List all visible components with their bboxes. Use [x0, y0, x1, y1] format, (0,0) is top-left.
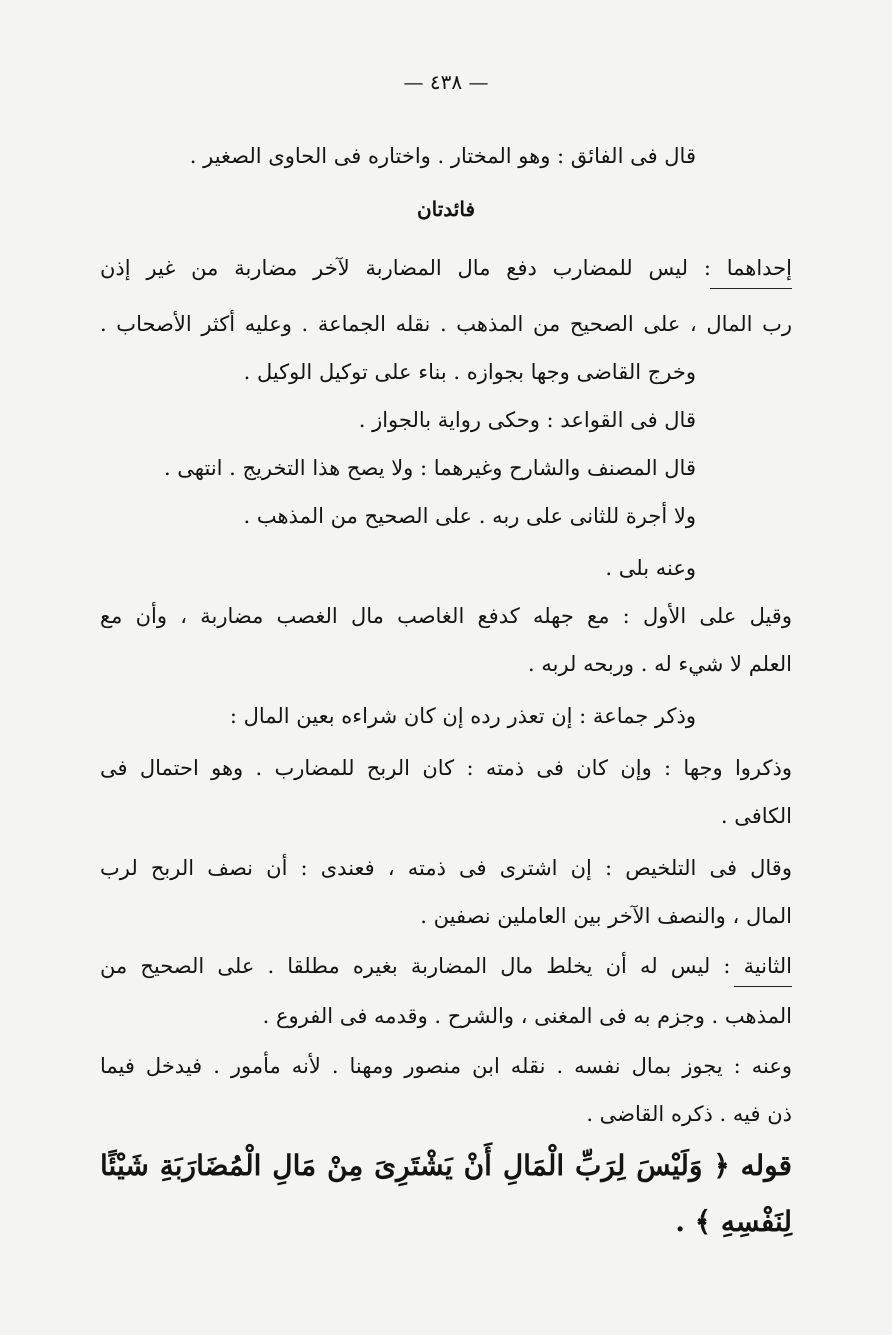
text-line-7: ولا أجرة للثانى على ربه . على الصحيح من المذهب . — [243, 504, 696, 528]
underline-thaniya — [734, 986, 792, 987]
text-line-15: المال ، والنصف الآخر بين العاملين نصفين . — [420, 904, 792, 928]
text-line-19: ذن فيه . ذكره القاضى . — [586, 1102, 792, 1126]
text-line-13: الكافى . — [720, 804, 792, 828]
text-line-4: وخرج القاضى وجها بجوازه . بناء على توكيل الوكيل . — [243, 360, 696, 384]
page-number: — ٤٣٨ — — [403, 70, 489, 94]
text-line-18: وعنه : يجوز بمال نفسه . نقله ابن منصور ومهنا . لأنه مأمور . فيدخل فيما — [100, 1054, 792, 1078]
section-heading: فائدتان — [416, 197, 476, 221]
text-line-12: وذكروا وجها : وإن كان فى ذمته : كان الربح للمضارب . وهو احتمال فى — [100, 756, 792, 780]
quoted-verse-line-1: قوله ﴿ وَلَيْسَ لِرَبِّ الْمَالِ أَنْ يَشْتَرِىَ مِنْ مَالِ الْمُضَارَبَةِ شَيْئًا — [100, 1149, 792, 1182]
text-line-11: وذكر جماعة : إن تعذر رده إن كان شراءه بعين المال : — [229, 704, 696, 728]
text-line-6: قال المصنف والشارح وغيرهما : ولا يصح هذا التخريج . انتهى . — [163, 456, 696, 480]
text-line-17: المذهب . وجزم به فى المغنى ، والشرح . وقدمه فى الفروع . — [262, 1004, 792, 1028]
text-line-5: قال فى القواعد : وحكى رواية بالجواز . — [358, 408, 696, 432]
text-line-14: وقال فى التلخيص : إن اشترى فى ذمته ، فعندى : أن نصف الربح لرب — [100, 856, 792, 880]
text-line-1: قال فى الفائق : وهو المختار . واختاره فى الحاوى الصغير . — [189, 144, 696, 168]
underline-ihdahuma — [710, 288, 792, 289]
text-line-16: الثانية : ليس له أن يخلط مال المضاربة بغيره مطلقا . على الصحيح من — [100, 954, 792, 978]
text-line-3: رب المال ، على الصحيح من المذهب . نقله الجماعة . وعليه أكثر الأصحاب . — [100, 312, 792, 336]
text-line-9: وقيل على الأول : مع جهله كدفع الغاصب مال الغصب مضاربة ، وأن مع — [100, 604, 792, 628]
text-line-8: وعنه بلى . — [605, 556, 696, 580]
text-line-10: العلم لا شيء له . وربحه لربه . — [527, 652, 792, 676]
quoted-verse-line-2: لِنَفْسِهِ ﴾ . — [675, 1205, 792, 1238]
text-line-2: إحداهما : ليس للمضارب دفع مال المضاربة لآخر مضاربة من غير إذن — [100, 256, 792, 280]
